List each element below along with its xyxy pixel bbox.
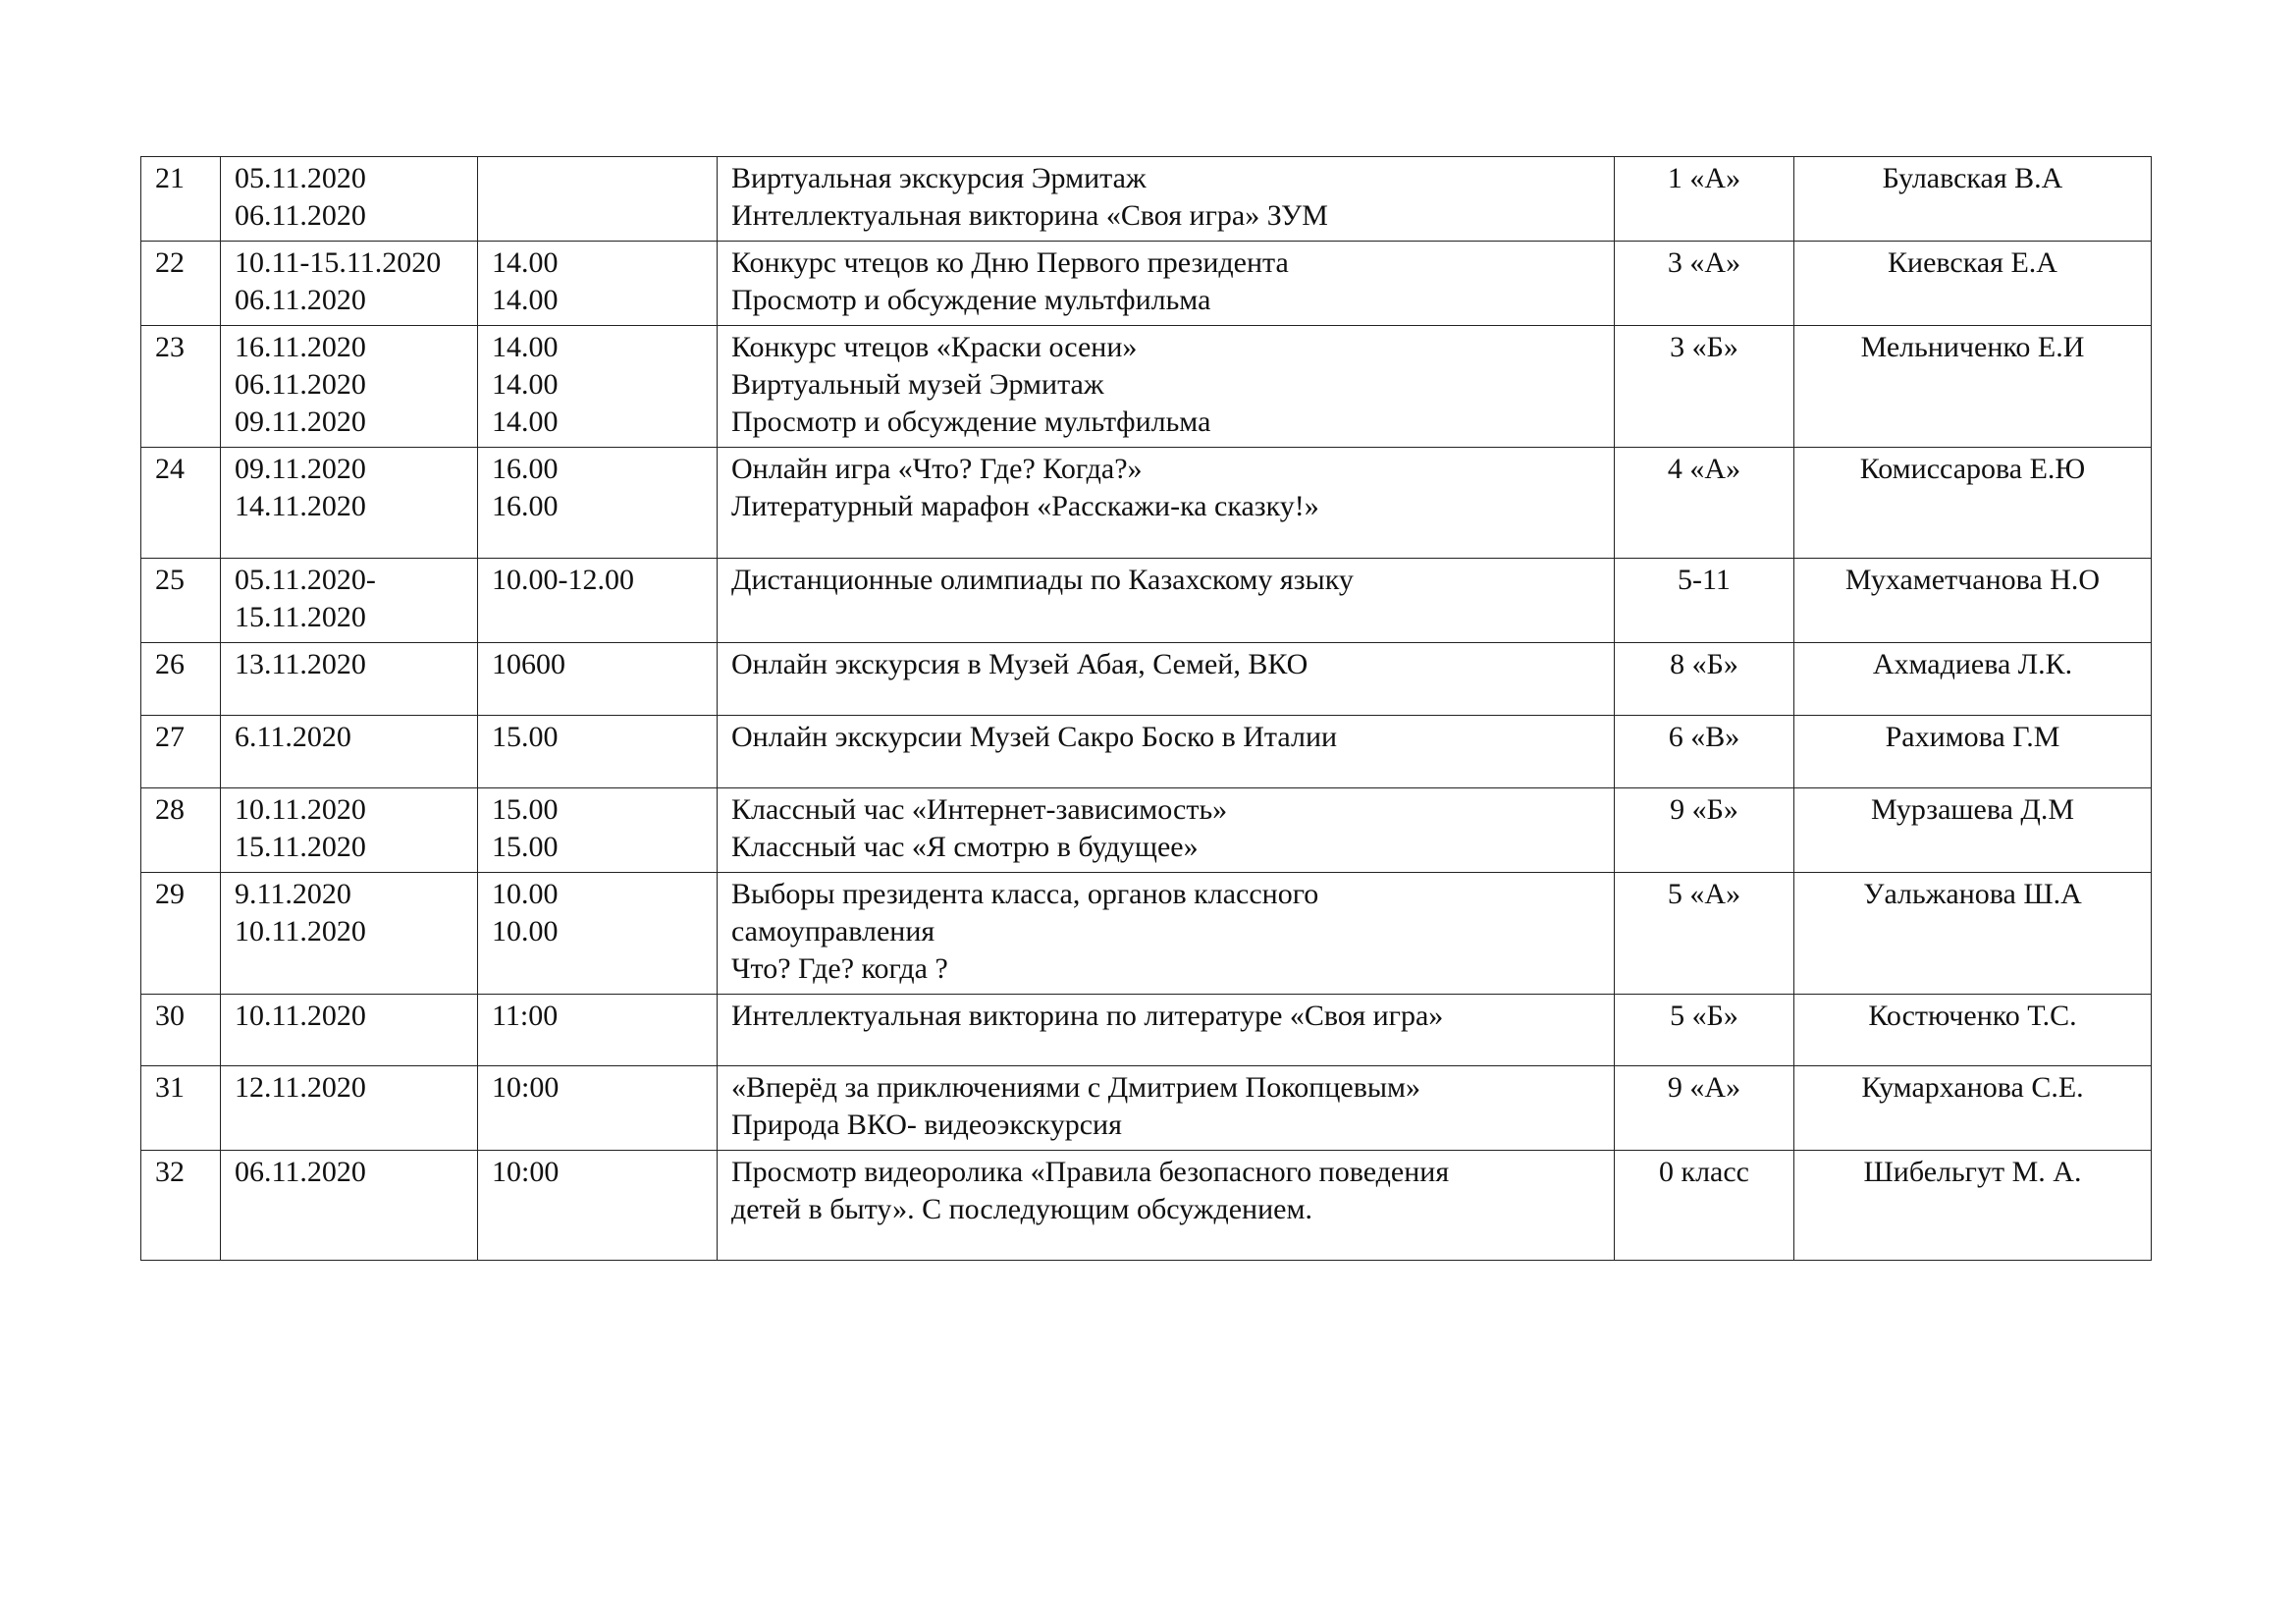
date-line: 14.11.2020 xyxy=(235,490,366,522)
row-number: 30 xyxy=(155,1000,185,1032)
activity-line: Что? Где? когда ? xyxy=(731,952,948,985)
class-cell xyxy=(1615,643,1794,716)
responsible-cell xyxy=(1794,643,2152,716)
time-line: 16.00 xyxy=(492,490,559,522)
class-cell xyxy=(1615,873,1794,995)
class-name: 1 «А» xyxy=(1667,162,1741,194)
responsible-cell xyxy=(1794,1066,2152,1151)
row-number-cell xyxy=(141,242,221,326)
class-cell xyxy=(1615,716,1794,788)
table-row xyxy=(141,788,2152,873)
activity-line: Просмотр видеоролика «Правила безопасного поведения xyxy=(731,1156,1450,1188)
class-name: 5 «Б» xyxy=(1670,1000,1738,1032)
activity-line: Просмотр и обсуждение мультфильма xyxy=(731,284,1211,316)
row-number: 27 xyxy=(155,721,185,753)
class-name: 3 «Б» xyxy=(1670,331,1738,363)
activity-line: Классный час «Интернет-зависимость» xyxy=(731,793,1228,826)
activity-line: Дистанционные олимпиады по Казахскому языку xyxy=(731,564,1354,596)
time-cell xyxy=(478,873,718,995)
date-cell xyxy=(221,1066,478,1151)
time-line: 14.00 xyxy=(492,331,559,363)
date-line: 10.11-15.11.2020 xyxy=(235,246,442,279)
activity-line: Классный час «Я смотрю в будущее» xyxy=(731,831,1199,863)
table-row xyxy=(141,873,2152,995)
table-row xyxy=(141,1066,2152,1151)
date-cell xyxy=(221,716,478,788)
responsible-cell xyxy=(1794,1151,2152,1261)
row-number-cell xyxy=(141,788,221,873)
date-line: 16.11.2020 xyxy=(235,331,366,363)
responsible-cell xyxy=(1794,716,2152,788)
row-number-cell xyxy=(141,157,221,242)
responsible-person: Шибельгут М. А. xyxy=(1863,1156,2082,1188)
time-cell xyxy=(478,1066,718,1151)
activity-line: Онлайн экскурсии Музей Сакро Боско в Италии xyxy=(731,721,1338,753)
row-number-cell xyxy=(141,559,221,643)
activity-line: Интеллектуальная викторина «Своя игра» ЗУМ xyxy=(731,199,1328,232)
activity-line: Литературный марафон «Расскажи-ка сказку!» xyxy=(731,490,1319,522)
row-number-cell xyxy=(141,873,221,995)
row-number: 21 xyxy=(155,162,185,194)
row-number: 31 xyxy=(155,1071,185,1104)
date-line: 06.11.2020 xyxy=(235,368,366,401)
activity-line: Онлайн экскурсия в Музей Абая, Семей, ВКО xyxy=(731,648,1308,680)
table-row xyxy=(141,559,2152,643)
responsible-cell xyxy=(1794,559,2152,643)
date-cell xyxy=(221,995,478,1066)
date-line: 13.11.2020 xyxy=(235,648,366,680)
date-line: 05.11.2020 xyxy=(235,162,366,194)
responsible-cell xyxy=(1794,157,2152,242)
table-row xyxy=(141,242,2152,326)
activity-line: Виртуальная экскурсия Эрмитаж xyxy=(731,162,1147,194)
table-row xyxy=(141,643,2152,716)
table-row xyxy=(141,1151,2152,1261)
time-cell xyxy=(478,995,718,1066)
activity-line: Просмотр и обсуждение мультфильма xyxy=(731,406,1211,438)
class-name: 9 «Б» xyxy=(1670,793,1738,826)
date-cell xyxy=(221,788,478,873)
class-name: 3 «А» xyxy=(1667,246,1741,279)
responsible-cell xyxy=(1794,873,2152,995)
time-line: 10:00 xyxy=(492,1156,560,1188)
responsible-cell xyxy=(1794,326,2152,448)
date-line: 05.11.2020- xyxy=(235,564,376,596)
time-cell xyxy=(478,448,718,559)
row-number: 29 xyxy=(155,878,185,910)
events-table xyxy=(140,156,2152,1261)
date-cell xyxy=(221,559,478,643)
date-line: 12.11.2020 xyxy=(235,1071,366,1104)
table-row xyxy=(141,157,2152,242)
time-cell xyxy=(478,716,718,788)
row-number-cell xyxy=(141,716,221,788)
class-name: 5 «А» xyxy=(1667,878,1741,910)
row-number: 24 xyxy=(155,453,185,485)
row-number: 23 xyxy=(155,331,185,363)
row-number-cell xyxy=(141,448,221,559)
class-name: 5-11 xyxy=(1678,564,1731,596)
date-line: 6.11.2020 xyxy=(235,721,351,753)
activity-cell xyxy=(718,873,1615,995)
responsible-person: Рахимова Г.М xyxy=(1885,721,2060,753)
activity-cell xyxy=(718,1066,1615,1151)
row-number-cell xyxy=(141,995,221,1066)
class-cell xyxy=(1615,326,1794,448)
responsible-person: Мурзашева Д.М xyxy=(1870,793,2075,826)
date-line: 10.11.2020 xyxy=(235,793,366,826)
time-line: 11:00 xyxy=(492,1000,559,1032)
time-cell xyxy=(478,242,718,326)
class-cell xyxy=(1615,1066,1794,1151)
activity-cell xyxy=(718,448,1615,559)
activity-cell xyxy=(718,242,1615,326)
row-number: 32 xyxy=(155,1156,185,1188)
time-line: 10600 xyxy=(492,648,565,680)
time-line: 10.00-12.00 xyxy=(492,564,634,596)
time-cell xyxy=(478,559,718,643)
table-row xyxy=(141,716,2152,788)
date-line: 06.11.2020 xyxy=(235,199,366,232)
date-line: 15.11.2020 xyxy=(235,831,366,863)
activity-line: Конкурс чтецов «Краски осени» xyxy=(731,331,1138,363)
activity-line: Выборы президента класса, органов классного xyxy=(731,878,1319,910)
date-line: 15.11.2020 xyxy=(235,601,366,633)
row-number-cell xyxy=(141,1066,221,1151)
row-number: 26 xyxy=(155,648,185,680)
row-number: 28 xyxy=(155,793,185,826)
responsible-cell xyxy=(1794,995,2152,1066)
table-body xyxy=(141,157,2152,1261)
date-line: 10.11.2020 xyxy=(235,1000,366,1032)
date-cell xyxy=(221,643,478,716)
table-row xyxy=(141,326,2152,448)
time-cell xyxy=(478,326,718,448)
table-row xyxy=(141,448,2152,559)
class-name: 6 «В» xyxy=(1668,721,1740,753)
date-cell xyxy=(221,448,478,559)
date-cell xyxy=(221,326,478,448)
responsible-person: Кумарханова С.Е. xyxy=(1861,1071,2084,1104)
responsible-cell xyxy=(1794,788,2152,873)
time-line: 14.00 xyxy=(492,368,559,401)
activity-cell xyxy=(718,995,1615,1066)
class-cell xyxy=(1615,559,1794,643)
responsible-person: Костюченко Т.С. xyxy=(1868,1000,2077,1032)
activity-line: «Вперёд за приключениями с Дмитрием Покопцевым» xyxy=(731,1071,1420,1104)
class-cell xyxy=(1615,242,1794,326)
activity-line: Онлайн игра «Что? Где? Когда?» xyxy=(731,453,1143,485)
responsible-person: Ахмадиева Л.К. xyxy=(1872,648,2073,680)
activity-cell xyxy=(718,1151,1615,1261)
responsible-cell xyxy=(1794,242,2152,326)
activity-line: Интеллектуальная викторина по литературе «Своя игра» xyxy=(731,1000,1444,1032)
date-line: 06.11.2020 xyxy=(235,284,366,316)
responsible-person: Мухаметчанова Н.О xyxy=(1844,564,2101,596)
activity-line: Природа ВКО- видеоэкскурсия xyxy=(731,1109,1122,1141)
date-cell xyxy=(221,242,478,326)
responsible-person: Мельниченко Е.И xyxy=(1860,331,2085,363)
date-line: 09.11.2020 xyxy=(235,453,366,485)
time-cell xyxy=(478,643,718,716)
class-cell xyxy=(1615,1151,1794,1261)
time-line: 10.00 xyxy=(492,878,559,910)
responsible-person: Булавская В.А xyxy=(1882,162,2063,194)
date-cell xyxy=(221,873,478,995)
time-line: 14.00 xyxy=(492,406,559,438)
row-number: 25 xyxy=(155,564,185,596)
class-cell xyxy=(1615,788,1794,873)
activity-line: Виртуальный музей Эрмитаж xyxy=(731,368,1104,401)
time-cell xyxy=(478,1151,718,1261)
class-cell xyxy=(1615,157,1794,242)
responsible-person: Киевская Е.А xyxy=(1888,246,2057,279)
time-line: 15.00 xyxy=(492,721,559,753)
activity-cell xyxy=(718,643,1615,716)
row-number-cell xyxy=(141,1151,221,1261)
row-number-cell xyxy=(141,643,221,716)
activity-line: самоуправления xyxy=(731,915,935,947)
class-name: 9 «А» xyxy=(1667,1071,1741,1104)
date-line: 09.11.2020 xyxy=(235,406,366,438)
time-line: 15.00 xyxy=(492,831,559,863)
activity-cell xyxy=(718,326,1615,448)
activity-cell xyxy=(718,559,1615,643)
activity-line: Конкурс чтецов ко Дню Первого президента xyxy=(731,246,1289,279)
time-cell xyxy=(478,788,718,873)
date-cell xyxy=(221,1151,478,1261)
activity-cell xyxy=(718,788,1615,873)
class-name: 0 класс xyxy=(1659,1156,1749,1188)
class-cell xyxy=(1615,448,1794,559)
activity-cell xyxy=(718,716,1615,788)
row-number-cell xyxy=(141,326,221,448)
date-line: 10.11.2020 xyxy=(235,915,366,947)
class-cell xyxy=(1615,995,1794,1066)
responsible-person: Уальжанова Ш.А xyxy=(1863,878,2082,910)
time-cell xyxy=(478,157,718,242)
time-line: 10:00 xyxy=(492,1071,560,1104)
activity-line: детей в быту». С последующим обсуждением. xyxy=(731,1193,1312,1225)
table-row xyxy=(141,995,2152,1066)
activity-cell xyxy=(718,157,1615,242)
time-line: 16.00 xyxy=(492,453,559,485)
time-line: 14.00 xyxy=(492,284,559,316)
date-line: 9.11.2020 xyxy=(235,878,351,910)
responsible-cell xyxy=(1794,448,2152,559)
date-line: 06.11.2020 xyxy=(235,1156,366,1188)
time-line: 10.00 xyxy=(492,915,559,947)
time-line: 14.00 xyxy=(492,246,559,279)
responsible-person: Комиссарова Е.Ю xyxy=(1859,453,2086,485)
class-name: 8 «Б» xyxy=(1670,648,1738,680)
time-line: 15.00 xyxy=(492,793,559,826)
date-cell xyxy=(221,157,478,242)
row-number: 22 xyxy=(155,246,185,279)
class-name: 4 «А» xyxy=(1667,453,1741,485)
